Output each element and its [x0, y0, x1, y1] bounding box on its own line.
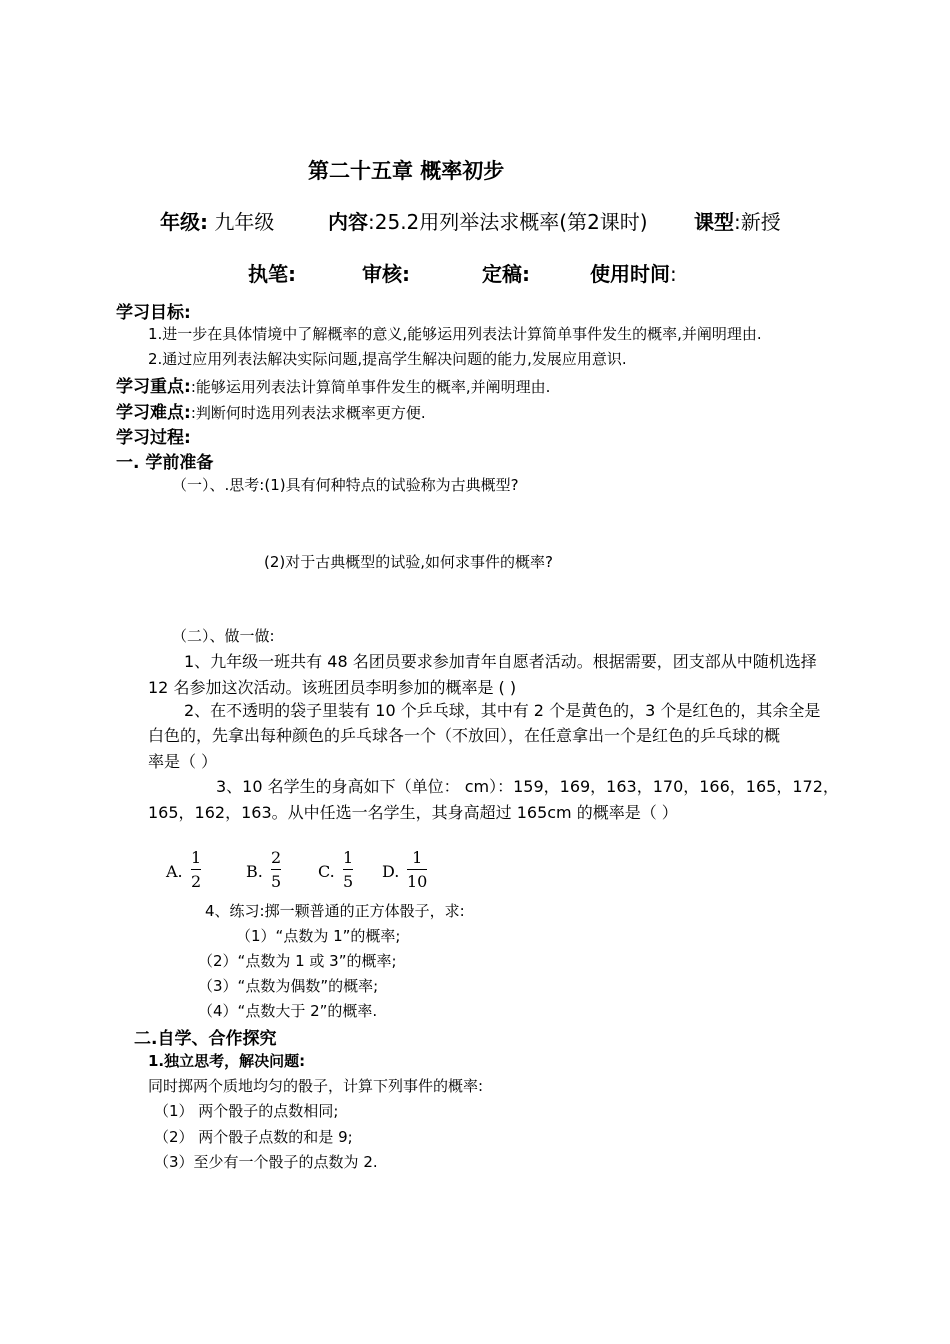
q4-item-1: （1）“点数为 1”的概率; [236, 927, 401, 945]
difficulty [116, 398, 426, 423]
usage-time-colon: : [670, 262, 677, 286]
q1-line-2: 12 名参加这次活动。该班团员李明参加的概率是 ( ) [148, 678, 517, 697]
objective-item-1: 1.进一步在具体情境中了解概率的意义,能够运用列表法计算简单事件发生的概率,并阐明理由. [148, 325, 762, 343]
think-line-1 [172, 474, 519, 495]
difficulty-label: 学习难点: [116, 403, 191, 423]
choice-b-numerator: 2 [271, 848, 282, 867]
section2-item-1: （1） 两个骰子的点数相同; [154, 1102, 339, 1120]
choice-c-denominator: 5 [343, 872, 354, 891]
think-question-2: (2)对于古典概型的试验,如何求事件的概率? [264, 553, 553, 571]
choice-d-fraction [407, 848, 427, 891]
type-line [694, 206, 781, 235]
choice-d-numerator: 1 [412, 848, 423, 867]
choice-b-label: B. [246, 862, 263, 881]
content-label: 内容 [328, 210, 368, 234]
think-question-1: .思考:(1)具有何种特点的试验称为古典概型? [224, 476, 519, 494]
section1-heading: 一. 学前准备 [116, 453, 214, 473]
fraction-bar [271, 869, 281, 870]
objectives-heading: 学习目标: [116, 303, 191, 323]
objective-item-2: 2.通过应用列表法解决实际问题,提高学生解决问题的能力,发展应用意识. [148, 350, 627, 368]
choice-a-fraction [191, 848, 201, 891]
choice-a-numerator: 1 [191, 848, 202, 867]
difficulty-text: :判断何时选用列表法求概率更方便. [190, 404, 426, 422]
choice-a-label: A. [166, 862, 183, 881]
section2-item-3: （3）至少有一个骰子的点数为 2. [154, 1153, 378, 1171]
q1-line-1: 1、九年级一班共有 48 名团员要求参加青年自愿者活动。根据需要，团支部从中随机选择 [184, 652, 817, 671]
key-point-text: :能够运用列表法计算简单事件发生的概率,并阐明理由. [190, 378, 551, 396]
grade-value: 九年级 [214, 210, 275, 234]
choice-b-fraction [271, 848, 281, 891]
fraction-bar [407, 869, 427, 870]
finalizer-label: 定稿: [482, 262, 530, 286]
q3-line-1: 3、10 名学生的身高如下（单位： cm）：159，169，163，170，166，165，172， [216, 777, 839, 796]
q2-line-3: 率是（ ） [148, 752, 218, 771]
grade-label: 年级: [160, 210, 208, 234]
key-point-label: 学习重点: [116, 377, 191, 397]
section2-heading: 二.自学、合作探究 [134, 1029, 277, 1049]
content-value: :25.2用列举法求概率(第2课时) [368, 210, 648, 234]
section2-intro: 同时掷两个质地均匀的骰子，计算下列事件的概率: [148, 1077, 484, 1095]
q2-line-2: 白色的，先拿出每种颜色的乒乓球各一个（不放回），在任意拿出一个是红色的乒乓球的概 [148, 726, 781, 745]
reviewer-label: 审核: [362, 262, 410, 286]
choice-c-fraction [343, 848, 353, 891]
process-label: 学习过程: [116, 428, 191, 448]
q4-item-2: （2）“点数为 1 或 3”的概率; [198, 952, 397, 970]
type-value: :新授 [734, 210, 781, 234]
q4-item-3: （3）“点数为偶数”的概率; [198, 977, 379, 995]
key-point [116, 372, 550, 397]
usage-time [590, 258, 677, 287]
content-line [328, 206, 648, 235]
choice-c-numerator: 1 [343, 848, 354, 867]
page-title: 第二十五章 概率初步 [308, 159, 505, 183]
fraction-bar [191, 869, 201, 870]
type-label: 课型 [694, 210, 734, 234]
section2-subheading: 1.独立思考，解决问题: [148, 1052, 306, 1070]
q4-item-4: （4）“点数大于 2”的概率. [198, 1002, 378, 1020]
think-prefix: （一）、 [172, 476, 225, 494]
q3-line-2: 165，162，163。从中任选一名学生，其身高超过 165cm 的概率是（ ） [148, 803, 678, 822]
choice-b-denominator: 5 [271, 872, 282, 891]
section2-item-2: （2） 两个骰子点数的和是 9; [154, 1128, 353, 1146]
writer-label: 执笔: [248, 262, 296, 286]
choice-a-denominator: 2 [191, 872, 202, 891]
choice-d-denominator: 10 [407, 872, 428, 891]
choice-c-label: C. [318, 862, 335, 881]
choice-d-label: D. [382, 862, 400, 881]
do-heading: （二）、做一做: [172, 627, 275, 645]
meta-line [160, 206, 274, 235]
q4-intro: 4、练习:掷一颗普通的正方体骰子，求: [205, 902, 465, 920]
usage-time-label: 使用时间 [590, 262, 670, 286]
fraction-bar [343, 869, 353, 870]
q2-line-1: 2、在不透明的袋子里装有 10 个乒乓球，其中有 2 个是黄色的，3 个是红色的，其余全是 [184, 701, 821, 720]
